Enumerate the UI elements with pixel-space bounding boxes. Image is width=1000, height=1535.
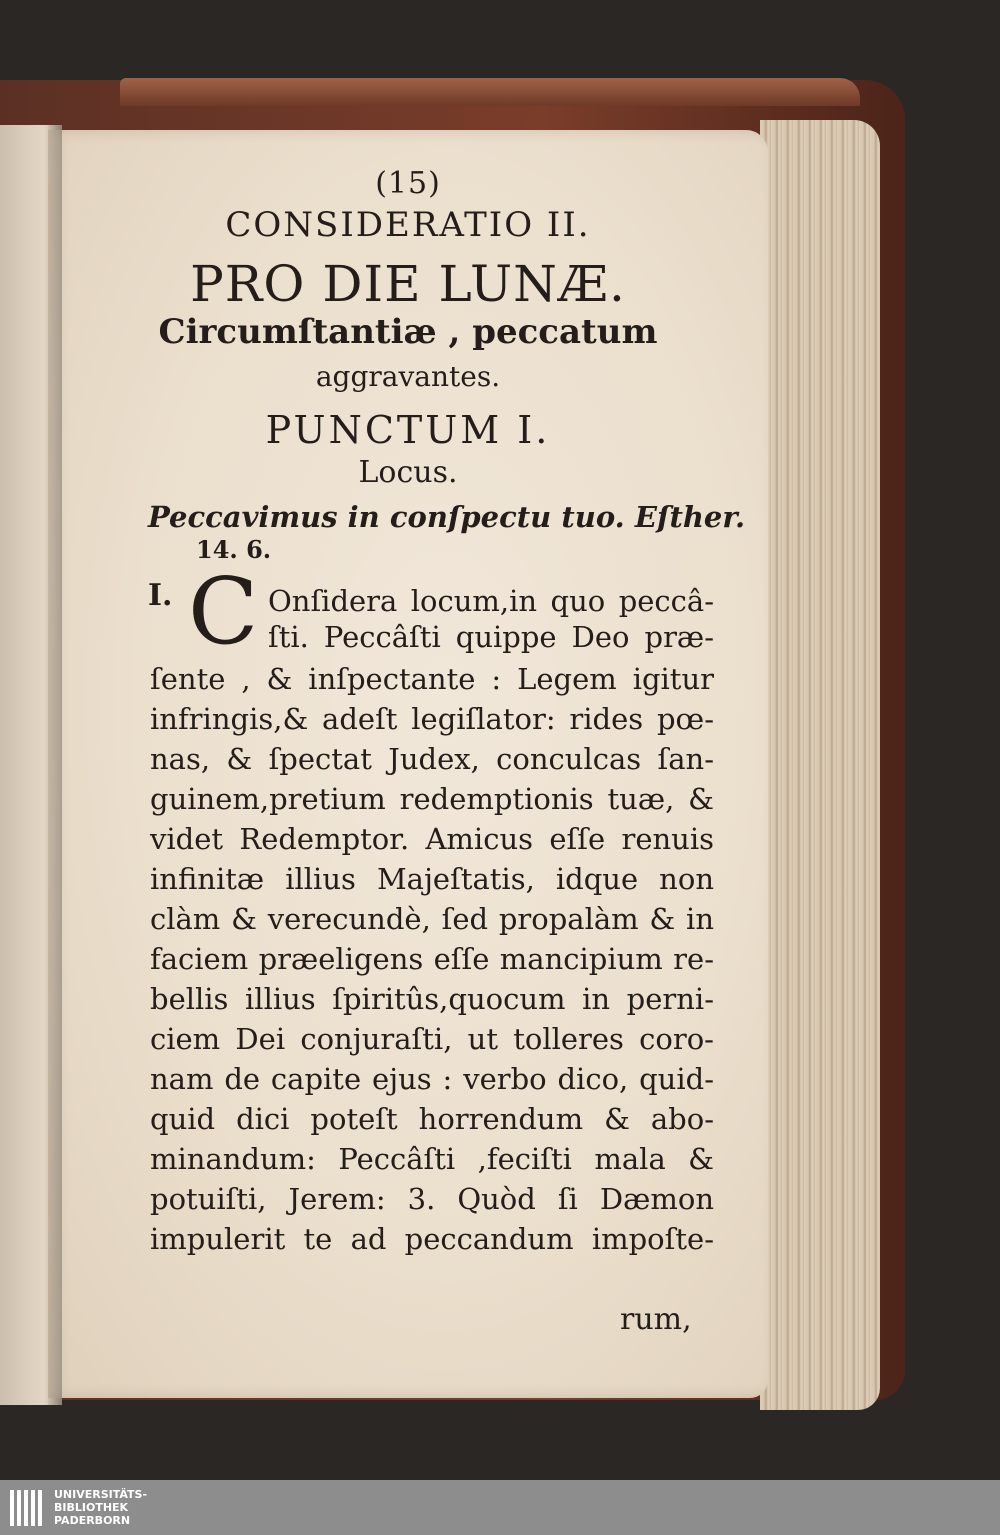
- library-logo-icon: [8, 1486, 44, 1529]
- punctum-heading: PUNCTUM I.: [265, 408, 551, 452]
- body-line: guinem,pretium redemptionis tuæ, &: [150, 782, 714, 816]
- page-edges: [760, 120, 880, 1410]
- body-line: infinitæ illius Majeſtatis, idque non: [150, 862, 714, 896]
- consideratio-heading: CONSIDERATIO II.: [225, 205, 591, 245]
- page-title: PRO DIE LUNÆ.: [190, 255, 626, 313]
- body-line: ſti. Peccâſti quippe Deo præ-: [268, 620, 714, 654]
- body-line: faciem præeligens eſſe mancipium re-: [150, 942, 714, 976]
- library-logo-text: [54, 1488, 147, 1527]
- library-footer: [0, 1480, 1000, 1535]
- body-line: minandum: Peccâſti ,feciſti mala &: [150, 1142, 714, 1176]
- page-number: (15): [375, 166, 441, 201]
- body-line: bellis illius ſpiritûs,quocum in perni-: [150, 982, 714, 1016]
- body-line: impulerit te ad peccandum impoſte-: [150, 1222, 714, 1256]
- logo-line-3: PADERBORN: [54, 1514, 131, 1527]
- locus-heading: Locus.: [358, 455, 458, 490]
- subtitle-line-1: Circumſtantiæ , peccatum: [158, 312, 658, 352]
- body-line: clàm & verecundè, ſed propalàm & in: [150, 902, 714, 936]
- body-line: potuiſti, Jerem: 3. Quòd ſi Dæmon: [150, 1182, 714, 1216]
- body-line: ſente , & inſpectante : Legem igitur: [150, 662, 714, 696]
- logo-line-1: UNIVERSITÄTS-: [54, 1488, 148, 1501]
- logo-line-2: BIBLIOTHEK: [54, 1501, 129, 1514]
- body-line: nam de capite ejus : verbo dico, quid-: [150, 1062, 714, 1096]
- cover-top-edge: [120, 78, 860, 106]
- catchword: rum,: [620, 1302, 692, 1337]
- verse-line-1: Peccavimus in conſpectu tuo. Eſther.: [148, 500, 746, 534]
- body-line: infringis,& adeſt legiſlator: rides pœ-: [150, 702, 714, 736]
- subtitle-line-2: aggravantes.: [315, 360, 501, 393]
- verse-reference: 14. 6.: [196, 535, 272, 564]
- drop-initial: C: [188, 558, 259, 665]
- body-line: Onſidera locum,in quo peccâ-: [268, 584, 714, 618]
- body-line: nas, & ſpectat Judex, conculcas ſan-: [150, 742, 714, 776]
- body-line: quid dici poteſt horrendum & abo-: [150, 1102, 714, 1136]
- paragraph-mark: I.: [148, 578, 173, 613]
- body-line: ciem Dei conjuraſti, ut tolleres coro-: [150, 1022, 714, 1056]
- body-line: videt Redemptor. Amicus eſſe renuis: [150, 822, 714, 856]
